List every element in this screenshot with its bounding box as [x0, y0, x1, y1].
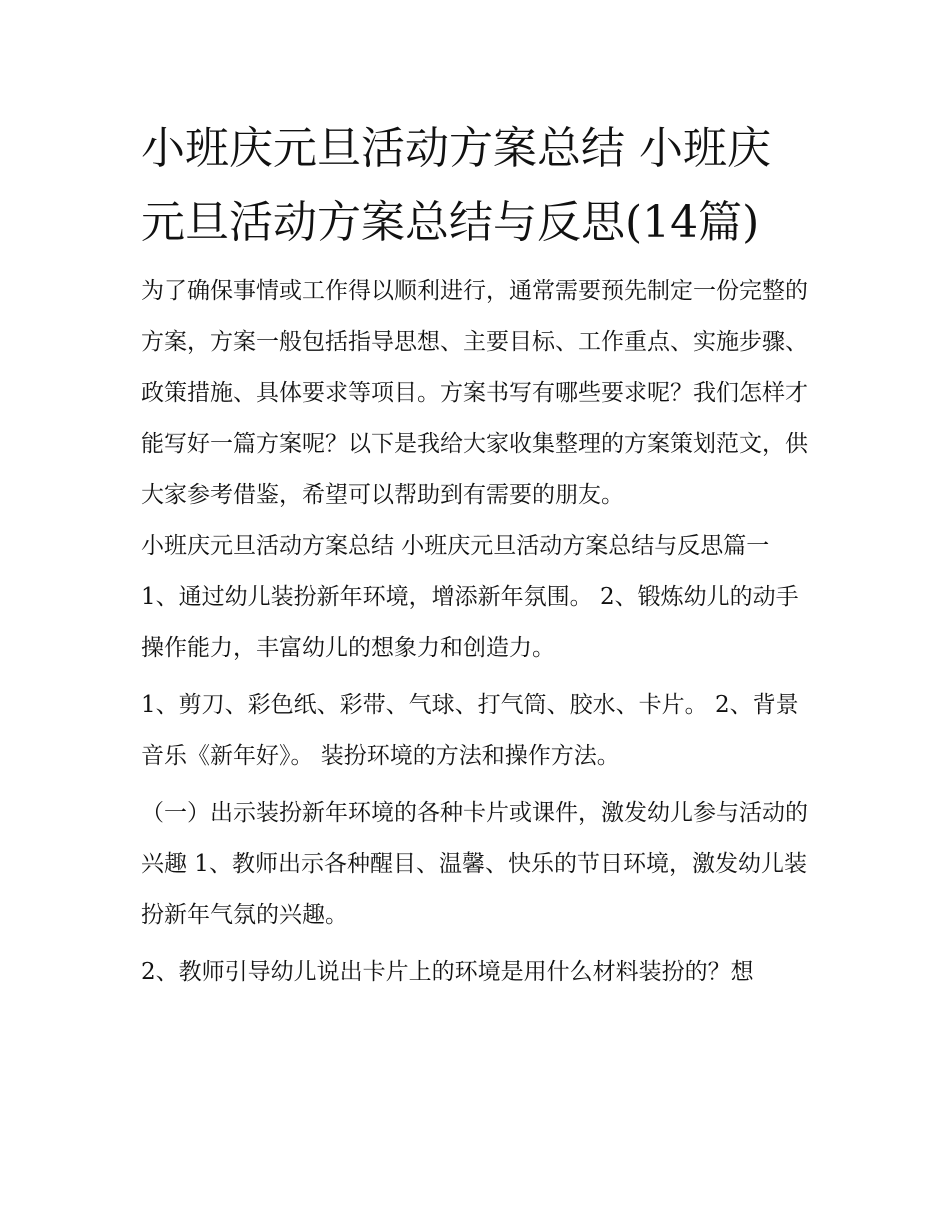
document-body — [141, 112, 813, 998]
paragraph-step-one: （一）出示装扮新年环境的各种卡片或课件，激发幼儿参与活动的兴趣 1、教师出示各种醒目、温馨、快乐的节日环境，激发幼儿装扮新年气氛的兴趣。 — [141, 800, 808, 928]
document-title: 小班庆元旦活动方案总结 小班庆元旦活动方案总结与反思(14篇) — [141, 123, 771, 248]
paragraph-step-two: 2、教师引导幼儿说出卡片上的环境是用什么材料装扮的？想 — [141, 959, 754, 985]
paragraph-intro: 为了确保事情或工作得以顺利进行，通常需要预先制定一份完整的方案，方案一般包括指导思想、主要目标、工作重点、实施步骤、政策措施、具体要求等项目。方案书写有哪些要求呢？我们怎样才能写好一篇方案呢？以下是我给大家收集整理的方案策划范文，供大家参考借鉴，希望可以帮助到有需要的朋友。 — [141, 278, 808, 508]
paragraph-materials: 1、剪刀、彩色纸、彩带、气球、打气筒、胶水、卡片。 2、背景音乐《新年好》。 装扮环境的方法和操作方法。 — [141, 692, 799, 769]
paragraph-goals: 小班庆元旦活动方案总结 小班庆元旦活动方案总结与反思篇一 1、通过幼儿装扮新年环境，增添新年氛围。 2、锻炼幼儿的动手操作能力，丰富幼儿的想象力和创造力。 — [141, 533, 799, 661]
